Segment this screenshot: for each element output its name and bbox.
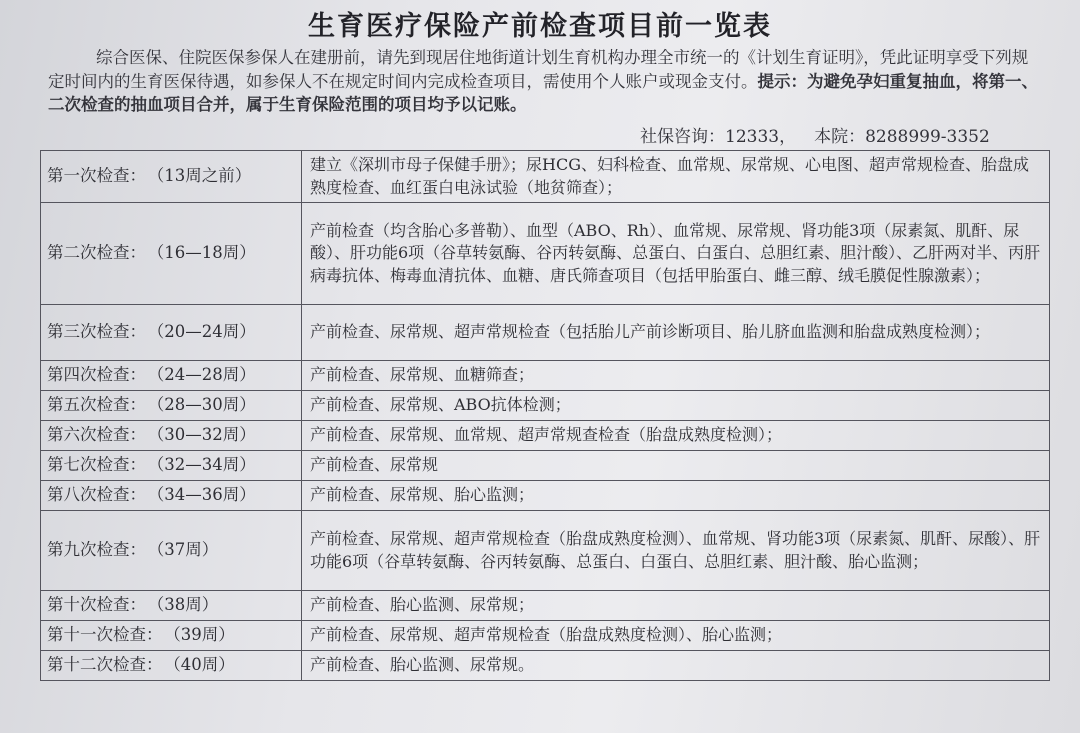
visit-period: （38周）: [156, 595, 219, 615]
hospital-phone: 本院：8288999-3352: [814, 127, 990, 147]
contact-info: [640, 122, 1008, 147]
visit-period: （24—28周）: [156, 365, 256, 385]
intro-text: 综合医保、住院医保参保人在建册前，请先到现居住地街道计划生育机构办理全市统一的《计划生育证明》，凭此证明享受下列规定时间内的生育医保待遇，如参保人不在规定时间内完成检查项目，需使用个人账户或现金支付。: [48, 48, 1029, 91]
visit-items: 产前检查、尿常规、血糖筛查；: [302, 361, 1050, 391]
visit-items: 产前检查（均含胎心多普勒）、血型（ABO、Rh）、血常规、尿常规、肾功能3项（尿素氮、肌酐、尿酸）、肝功能6项（谷草转氨酶、谷丙转氨酶、总蛋白、白蛋白、总胆红素、胆汁酸）、乙肝两对半、丙肝病毒抗体、梅毒血清抗体、血糖、唐氏筛查项目（包括甲胎蛋白、雌三醇、绒毛膜促性腺激素）；: [302, 203, 1050, 305]
visit-name: 第十次检查：: [47, 595, 146, 615]
visit-items: 产前检查、尿常规、ABO抗体检测；: [302, 391, 1050, 421]
visit-cell: [41, 421, 302, 451]
visit-cell: [41, 203, 302, 305]
visit-cell: [41, 591, 302, 621]
visit-period: （37周）: [156, 540, 219, 560]
visit-name: 第四次检查：: [47, 365, 146, 385]
visit-name: 第十二次检查：: [47, 655, 163, 675]
checkup-table-body: [41, 151, 1050, 681]
table-row: [41, 305, 1050, 361]
visit-period: （32—34周）: [156, 455, 256, 475]
visit-items: 产前检查、胎心监测、尿常规。: [302, 651, 1050, 681]
visit-items: 产前检查、尿常规、超声常规检查（胎盘成熟度检测）、血常规、肾功能3项（尿素氮、肌酐、尿酸）、肝功能6项（谷草转氨酶、谷丙转氨酶、总蛋白、白蛋白、总胆红素、胆汁酸、胎心监测；: [302, 511, 1050, 591]
page-title: 生育医疗保险产前检查项目前一览表: [308, 11, 772, 42]
visit-period: （20—24周）: [156, 322, 256, 342]
visit-name: 第七次检查：: [47, 455, 146, 475]
visit-cell: [41, 391, 302, 421]
visit-cell: [41, 151, 302, 203]
visit-name: 第六次检查：: [47, 425, 146, 445]
visit-name: 第一次检查：: [47, 166, 146, 186]
visit-name: 第二次检查：: [47, 243, 146, 263]
table-row: [41, 481, 1050, 511]
visit-items: 产前检查、尿常规、超声常规检查（包括胎儿产前诊断项目、胎儿脐血监测和胎盘成熟度检测）；: [302, 305, 1050, 361]
visit-period: （13周之前）: [156, 166, 252, 186]
visit-cell: [41, 361, 302, 391]
intro-note: 提示：为避免孕妇重复抽血，将第一、二次检查的抽血项目合并，属于生育保险范围的项目均予以记账。: [48, 71, 1038, 114]
visit-name: 第五次检查：: [47, 395, 146, 415]
table-row: [41, 151, 1050, 203]
table-row: [41, 451, 1050, 481]
table-row: [41, 421, 1050, 451]
visit-cell: [41, 305, 302, 361]
visit-period: （40周）: [172, 655, 235, 675]
table-row: [41, 591, 1050, 621]
visit-items: 产前检查、胎心监测、尿常规；: [302, 591, 1050, 621]
table-row: [41, 361, 1050, 391]
visit-cell: [41, 481, 302, 511]
visit-cell: [41, 621, 302, 651]
visit-period: （16—18周）: [156, 243, 256, 263]
social-security-hotline: 社保咨询：12333，: [640, 127, 797, 147]
visit-items: 产前检查、尿常规、血常规、超声常规查检查（胎盘成熟度检测）；: [302, 421, 1050, 451]
visit-items: 产前检查、尿常规: [302, 451, 1050, 481]
visit-name: 第八次检查：: [47, 485, 146, 505]
table-row: [41, 203, 1050, 305]
visit-name: 第九次检查：: [47, 540, 146, 560]
table-row: [41, 621, 1050, 651]
visit-cell: [41, 511, 302, 591]
visit-items: 建立《深圳市母子保健手册》；尿HCG、妇科检查、血常规、尿常规、心电图、超声常规检查、胎盘成熟度检查、血红蛋白电泳试验（地贫筛查）；: [302, 151, 1050, 203]
visit-period: （34—36周）: [156, 485, 256, 505]
visit-name: 第三次检查：: [47, 322, 146, 342]
visit-items: 产前检查、尿常规、超声常规检查（胎盘成熟度检测）、胎心监测；: [302, 621, 1050, 651]
visit-period: （30—32周）: [156, 425, 256, 445]
visit-items: 产前检查、尿常规、胎心监测；: [302, 481, 1050, 511]
visit-cell: [41, 651, 302, 681]
visit-name: 第十一次检查：: [47, 625, 163, 645]
table-row: [41, 651, 1050, 681]
visit-period: （28—30周）: [156, 395, 256, 415]
table-row: [41, 391, 1050, 421]
table-row: [41, 511, 1050, 591]
intro-paragraph: [48, 46, 1038, 117]
visit-period: （39周）: [172, 625, 235, 645]
checkup-table: [40, 150, 1050, 681]
visit-cell: [41, 451, 302, 481]
